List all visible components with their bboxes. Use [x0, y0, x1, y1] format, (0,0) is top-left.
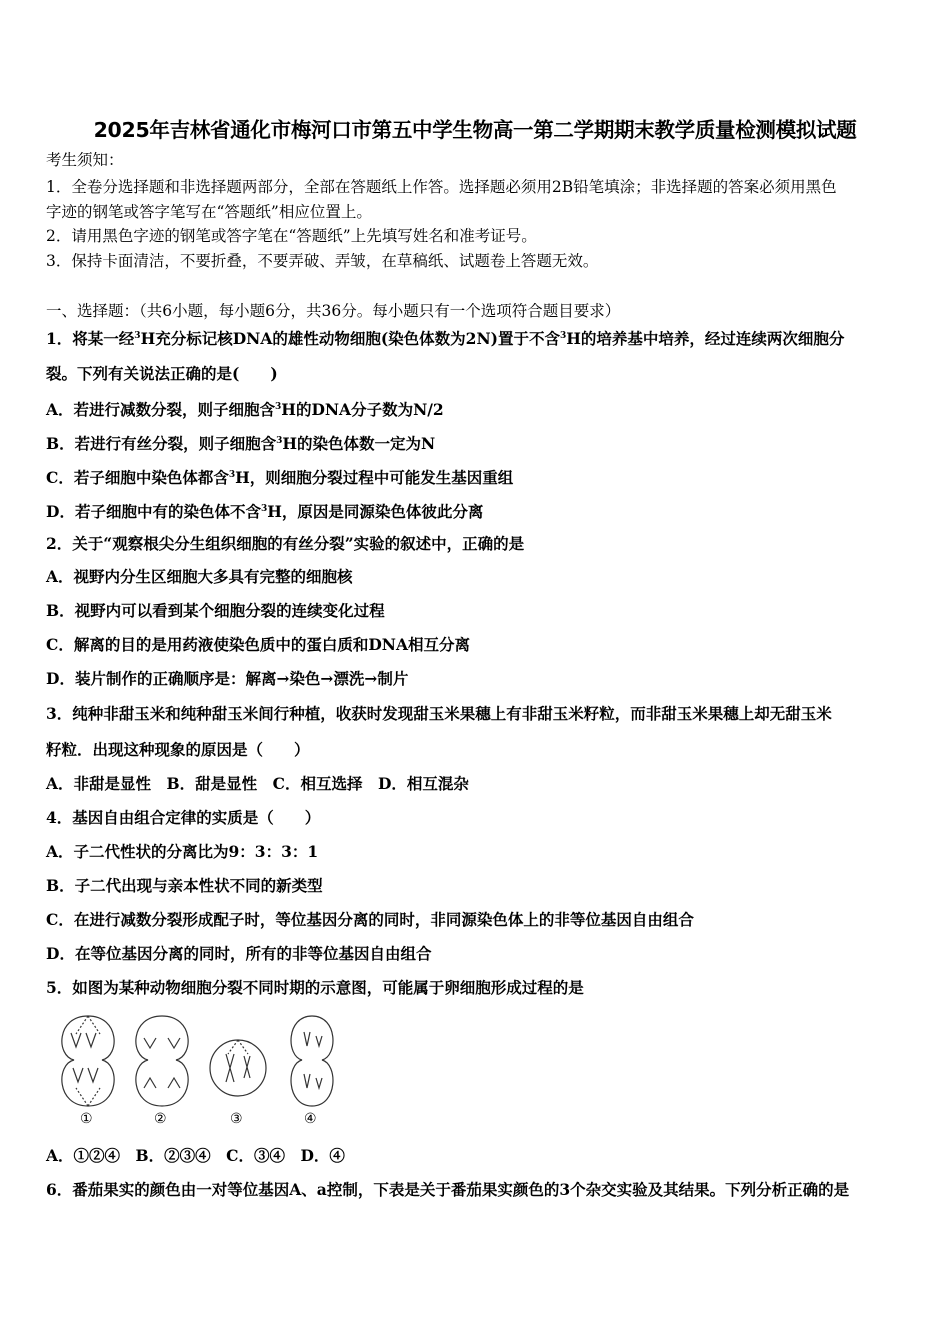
question-1-stem-cont: 裂。下列有关说法正确的是( ) [46, 364, 278, 383]
question-1-option-b: B．若进行有丝分裂，则子细胞含$^3$H的染色体数一定为N [46, 434, 436, 453]
question-3-stem: 3．纯种非甜玉米和纯种甜玉米间行种植，收获时发现甜玉米果穗上有非甜玉米籽粒，而非甜玉米果穗上却无甜玉米 [46, 704, 832, 723]
question-5-options: A．①②④ B．②③④ C．③④ D．④ [46, 1146, 345, 1165]
question-4-option-a: A．子二代性状的分离比为9：3：3：1 [46, 842, 319, 861]
question-1-option-a: A．若进行减数分裂，则子细胞含$^3$H的DNA分子数为N/2 [46, 400, 444, 419]
figure-label-2: ② [154, 1111, 167, 1127]
figure-label-3: ③ [230, 1111, 243, 1127]
question-3-options: A．非甜是显性 B．甜是显性 C．相互选择 D．相互混杂 [46, 774, 469, 793]
figure-label-1: ① [80, 1111, 93, 1127]
notice-item: 3．保持卡面清洁，不要折叠，不要弄破、弄皱，在草稿纸、试题卷上答题无效。 [46, 252, 599, 270]
notice-item: 字迹的钢笔或答字笔写在“答题纸”相应位置上。 [46, 203, 372, 221]
question-1-option-c: C．若子细胞中染色体都含$^3$H，则细胞分裂过程中可能发生基因重组 [46, 468, 514, 487]
question-2-option-c: C．解离的目的是用药液使染色质中的蛋白质和DNA相互分离 [46, 635, 470, 654]
page-title: 2025年吉林省通化市梅河口市第五中学生物高一第二学期期末教学质量检测模拟试题 [93, 118, 857, 142]
question-2-option-d: D．装片制作的正确顺序是：解离→染色→漂洗→制片 [46, 669, 409, 688]
question-5-stem: 5．如图为某种动物细胞分裂不同时期的示意图，可能属于卵细胞形成过程的是 [46, 978, 584, 997]
question-2-stem: 2．关于“观察根尖分生组织细胞的有丝分裂”实验的叙述中，正确的是 [46, 534, 525, 553]
cell-division-figure [46, 1008, 346, 1134]
notice-item: 1．全卷分选择题和非选择题两部分，全部在答题纸上作答。选择题必须用2B铅笔填涂；非选择题的答案必须用黑色 [46, 178, 837, 196]
notice-heading: 考生须知： [46, 151, 124, 169]
question-3-stem-cont: 籽粒．出现这种现象的原因是（ ） [46, 740, 310, 759]
question-6-stem: 6．番茄果实的颜色由一对等位基因A、a控制，下表是关于番茄果实颜色的3个杂交实验及其结果。下列分析正确的是 [46, 1180, 850, 1199]
question-1-stem: 1．将某一经$^3$H充分标记核DNA的雄性动物细胞(染色体数为2N)置于不含$^3$H的培养基中培养，经过连续两次细胞分 [46, 329, 845, 348]
question-4-stem: 4．基因自由组合定律的实质是（ ） [46, 808, 321, 827]
question-2-option-a: A．视野内分生区细胞大多具有完整的细胞核 [46, 567, 353, 586]
question-1-option-d: D．若子细胞中有的染色体不含$^3$H，原因是同源染色体彼此分离 [46, 502, 484, 521]
question-4-option-b: B．子二代出现与亲本性状不同的新类型 [46, 876, 323, 895]
section-heading: 一、选择题：（共6小题，每小题6分，共36分。每小题只有一个选项符合题目要求） [46, 302, 621, 320]
question-2-option-b: B．视野内可以看到某个细胞分裂的连续变化过程 [46, 601, 385, 620]
question-4-option-d: D．在等位基因分离的同时，所有的非等位基因自由组合 [46, 944, 432, 963]
question-4-option-c: C．在进行减数分裂形成配子时，等位基因分离的同时，非同源染色体上的非等位基因自由组合 [46, 910, 694, 929]
notice-item: 2．请用黑色字迹的钢笔或答字笔在“答题纸”上先填写姓名和准考证号。 [46, 227, 537, 245]
figure-label-4: ④ [304, 1111, 317, 1127]
